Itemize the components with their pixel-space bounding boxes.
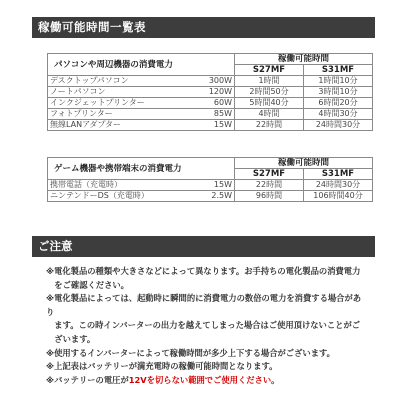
page-title: 稼働可能時間一覧表 [32, 17, 375, 38]
category-label: ゲーム機器や携帯端末の消費電力 [48, 158, 235, 180]
time-s27: 22時間 [235, 120, 304, 131]
device-name: 無線LANアダプター [48, 120, 185, 131]
model-s27-header: S27MF [235, 65, 304, 76]
device-watt: 2.5W [185, 191, 235, 202]
notice-item: ざいます。 [46, 333, 96, 344]
voltage-prefix: ※バッテリーの電圧が [46, 374, 129, 385]
time-s31: 24時間30分 [304, 180, 373, 191]
notice-item: ※使用するインバーターによって稼働時間が多少上下する場合がございます。 [46, 347, 335, 358]
table-row [48, 191, 373, 202]
runtime-table-game [47, 157, 373, 202]
device-watt: 300W [185, 76, 235, 87]
device-name: ニンテンドーDS（充電時） [48, 191, 185, 202]
time-s31: 24時間30分 [304, 120, 373, 131]
time-s31: 4時間30分 [304, 109, 373, 120]
device-name: インクジェットプリンター [48, 98, 185, 109]
device-watt: 85W [185, 109, 235, 120]
device-name: 携帯電話（充電時） [48, 180, 185, 191]
time-s31: 3時間10分 [304, 87, 373, 98]
time-s27: 96時間 [235, 191, 304, 202]
table-row [48, 76, 373, 87]
table-header-row [48, 54, 373, 65]
device-watt: 120W [185, 87, 235, 98]
time-s27: 22時間 [235, 180, 304, 191]
model-s27-header: S27MF [235, 169, 304, 180]
table-row [48, 87, 373, 98]
notice-item: をご確認ください。 [46, 279, 129, 290]
device-name: ノートパソコン [48, 87, 185, 98]
table-row [48, 109, 373, 120]
notice-list [46, 265, 366, 387]
time-header: 稼働可能時間 [235, 54, 373, 65]
device-watt: 60W [185, 98, 235, 109]
model-s31-header: S31MF [304, 169, 373, 180]
time-s27: 2時間50分 [235, 87, 304, 98]
notice-item: ます。この時インバーターの出力を越えてしまった場合はご使用頂けないことがご [46, 320, 361, 331]
device-watt: 15W [185, 180, 235, 191]
time-s27: 4時間 [235, 109, 304, 120]
notice-heading: ご注意 [32, 236, 375, 257]
category-label: パソコンや周辺機器の消費電力 [48, 54, 235, 76]
table-row [48, 180, 373, 191]
notice-item: ※電化製品の種類や大きさなどによって異なります。お手持ちの電化製品の消費電力 [46, 266, 361, 276]
time-header: 稼働可能時間 [235, 158, 373, 169]
table-header-row [48, 158, 373, 169]
notice-item: ※上記表はバッテリーが満充電時の稼働可能時間となります。 [46, 361, 278, 372]
device-name: フォトプリンター [48, 109, 185, 120]
time-s31: 106時間40分 [304, 191, 373, 202]
table-row [48, 120, 373, 131]
table-row [48, 98, 373, 109]
time-s31: 1時間10分 [304, 76, 373, 87]
runtime-table-pc [47, 53, 373, 131]
voltage-warning: 12Vを切らない範囲でご使用ください。 [128, 374, 280, 385]
time-s27: 5時間40分 [235, 98, 304, 109]
time-s27: 1時間 [235, 76, 304, 87]
notice-item: ※電化製品によっては、起動時に瞬間的に消費電力の数倍の電力を消費する場合があり [46, 293, 362, 317]
model-s31-header: S31MF [304, 65, 373, 76]
device-name: デスクトップパソコン [48, 76, 185, 87]
notice-item-voltage [46, 374, 366, 388]
device-watt: 15W [185, 120, 235, 131]
time-s31: 6時間20分 [304, 98, 373, 109]
